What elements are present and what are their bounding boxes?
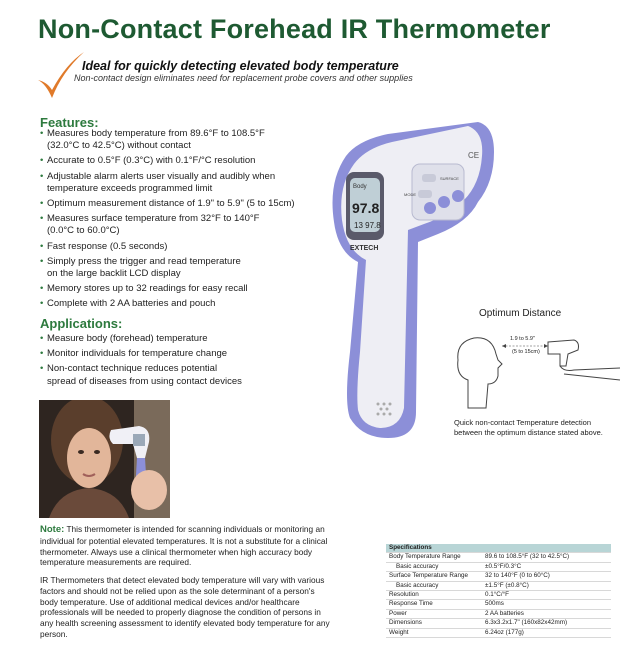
list-item: • Measure body (forehead) temperature [40,333,330,345]
mode-label: MODE [404,192,416,197]
list-item: • Measures body temperature from 89.6°F to 108.5°F (32.0°C to 42.5°C) without contact [40,128,330,152]
list-item: • Accurate to 0.5°F (0.3°C) with 0.1°F/°C resolution [40,155,330,167]
applications-heading: Applications: [40,316,123,331]
button-right-icon [452,190,464,202]
surface-label: SURFACE [440,176,459,181]
list-item: • Memory stores up to 32 readings for easy recall [40,283,330,295]
table-row: Basic accuracy ±0.5°F/0.3°C [386,562,611,571]
brand-logo: EXTECH [350,245,379,252]
table-header-row: Specifications [386,544,611,553]
list-item: • Fast response (0.5 seconds) [40,241,330,253]
table-row: Dimensions 6.3x3.2x1.7" (160x82x42mm) [386,619,611,628]
table-row: Surface Temperature Range 32 to 140°F (0 to 60°C) [386,572,611,581]
table-row: Power 2 AA batteries [386,609,611,618]
optimum-distance-title: Optimum Distance [479,308,562,319]
note-label: Note: [40,524,65,535]
table-row: Response Time 500ms [386,600,611,609]
features-list [40,128,330,314]
distance-cm-label: (5 to 15cm) [512,349,540,355]
list-item: • Measures surface temperature from 32°F to 140°F (0.0°C to 60.0°C) [40,213,330,237]
optimum-caption: Quick non-contact Temperature detection between the optimum distance stated above. [454,418,603,437]
list-item: • Complete with 2 AA batteries and pouch [40,298,330,310]
disclaimer-paragraph: IR Thermometers that detect elevated body temperature will vary with various factors and should not be relied upon as the sole determinant of a person's body temperature. Use of additional medical devices and/or healthcare professionals will be needed to properly diagnose the condition of persons in any health screening assessment to identify elevated body temperature for any person. [40,575,330,639]
note-paragraph [40,524,330,568]
features-heading: Features: [40,115,99,130]
lcd-label: Body [353,184,367,190]
specifications-table [386,544,611,638]
ideal-subtext: Non-contact design eliminates need for replacement probe covers and other supplies [74,73,413,83]
page-title: Non-Contact Forehead IR Thermometer [38,14,551,44]
ce-mark: CE [468,151,480,160]
lcd-sub-reading: 13 97.8 [354,221,381,230]
list-item: • Non-contact technique reduces potential spread of diseases from using contact devices [40,363,330,387]
table-row: Weight 6.24oz (177g) [386,628,611,637]
list-item: • Optimum measurement distance of 1.9" to 5.9" (5 to 15cm) [40,198,330,210]
optimum-distance-figure [452,320,622,410]
button-left-icon [424,202,436,214]
distance-inch-label: 1.9 to 5.9" [510,336,535,342]
list-item: • Adjustable alarm alerts user visually and audibly when temperature exceeds programmed limit [40,171,330,195]
lcd-main-reading: 97.8 [352,200,380,216]
list-item: • Monitor individuals for temperature change [40,348,330,360]
list-item: • Simply press the trigger and read temperature on the large backlit LCD display [40,256,330,280]
note-text: This thermometer is intended for scanning individuals or monitoring an individual for potential elevated temperatures. It is not a substitute for a clinical thermometer. Always use a clinical thermometer when high accuracy body temperature measurements are required. [40,524,328,568]
table-row: Body Temperature Range 89.6 to 108.5°F (32 to 42.5°C) [386,553,611,562]
applications-list [40,333,330,391]
product-photo [39,400,170,518]
ideal-heading: Ideal for quickly detecting elevated body temperature [82,59,399,73]
table-row: Resolution 0.1°C/°F [386,591,611,600]
table-row: Basic accuracy ±1.5°F (±0.8°C) [386,581,611,590]
button-center-icon [438,196,450,208]
